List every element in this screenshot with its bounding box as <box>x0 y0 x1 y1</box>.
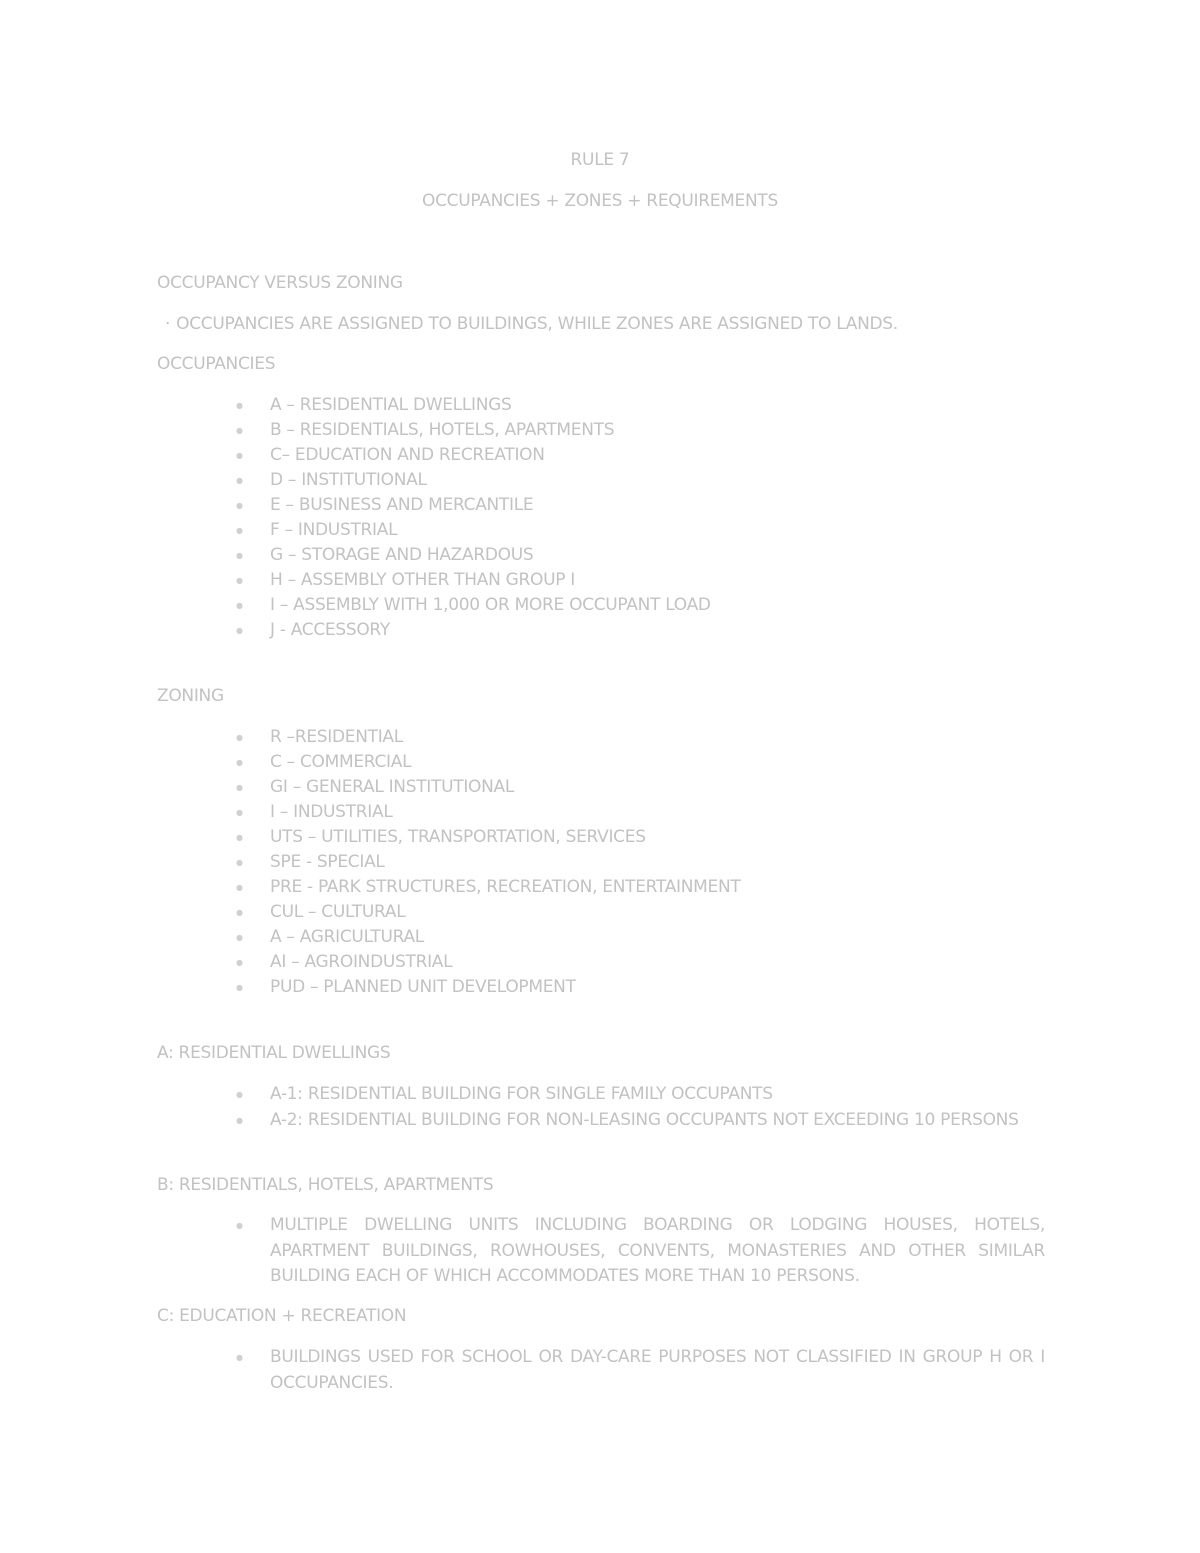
list-item: ● BUILDINGS USED FOR SCHOOL OR DAY-CARE PURPOSES NOT CLASSIFIED IN GROUP H OR I OCCUPANCIES. <box>270 1345 1045 1396</box>
section-heading-group-c: C: EDUCATION + RECREATION <box>157 1306 407 1326</box>
list-item: ● PRE - PARK STRUCTURES, RECREATION, ENTERTAINMENT <box>270 875 1045 900</box>
page-title: RULE 7 <box>570 150 630 170</box>
list-item: ● CUL – CULTURAL <box>270 900 1045 925</box>
list-item: ● GI – GENERAL INSTITUTIONAL <box>270 775 1045 800</box>
list-item: ● UTS – UTILITIES, TRANSPORTATION, SERVICES <box>270 825 1045 850</box>
section-heading-occupancy-vs-zoning: OCCUPANCY VERSUS ZONING <box>157 273 403 293</box>
group-a-list <box>270 1082 1045 1133</box>
list-item: ● A – AGRICULTURAL <box>270 925 1045 950</box>
list-item: ● PUD – PLANNED UNIT DEVELOPMENT <box>270 975 1045 1000</box>
list-item: ● I – ASSEMBLY WITH 1,000 OR MORE OCCUPANT LOAD <box>270 593 1045 618</box>
list-item: ● AI – AGROINDUSTRIAL <box>270 950 1045 975</box>
group-c-list <box>270 1345 1045 1396</box>
list-item: ● E – BUSINESS AND MERCANTILE <box>270 493 1045 518</box>
zoning-list <box>270 725 1045 1000</box>
occupancies-list <box>270 393 1045 643</box>
list-item: ● D – INSTITUTIONAL <box>270 468 1045 493</box>
list-item: ● I – INDUSTRIAL <box>270 800 1045 825</box>
group-b-list <box>270 1213 1045 1290</box>
note-bullet: · <box>165 314 171 334</box>
section-heading-group-a: A: RESIDENTIAL DWELLINGS <box>157 1043 391 1063</box>
list-item: ● A-2: RESIDENTIAL BUILDING FOR NON-LEASING OCCUPANTS NOT EXCEEDING 10 PERSONS <box>270 1108 1045 1134</box>
list-item: ● A-1: RESIDENTIAL BUILDING FOR SINGLE FAMILY OCCUPANTS <box>270 1082 1045 1108</box>
section-heading-zoning: ZONING <box>157 686 224 706</box>
list-item: ● F – INDUSTRIAL <box>270 518 1045 543</box>
list-item: ● B – RESIDENTIALS, HOTELS, APARTMENTS <box>270 418 1045 443</box>
list-item: ● SPE - SPECIAL <box>270 850 1045 875</box>
page-subtitle: OCCUPANCIES + ZONES + REQUIREMENTS <box>422 191 778 211</box>
list-item: ● A – RESIDENTIAL DWELLINGS <box>270 393 1045 418</box>
note-line <box>165 314 898 334</box>
list-item: ● C – COMMERCIAL <box>270 750 1045 775</box>
section-heading-occupancies: OCCUPANCIES <box>157 354 276 374</box>
list-item: ● H – ASSEMBLY OTHER THAN GROUP I <box>270 568 1045 593</box>
list-item: ● C– EDUCATION AND RECREATION <box>270 443 1045 468</box>
list-item: ● R –RESIDENTIAL <box>270 725 1045 750</box>
list-item: ● J - ACCESSORY <box>270 618 1045 643</box>
note-text: OCCUPANCIES ARE ASSIGNED TO BUILDINGS, WHILE ZONES ARE ASSIGNED TO LANDS. <box>176 314 898 334</box>
list-item: ● MULTIPLE DWELLING UNITS INCLUDING BOARDING OR LODGING HOUSES, HOTELS, APARTMENT BUILDINGS, ROWHOUSES, CONVENTS, MONASTERIES AND OTHER SIMILAR BUILDING EACH OF WHICH ACCOMMODATES MORE THAN 10 PERSONS. <box>270 1213 1045 1290</box>
section-heading-group-b: B: RESIDENTIALS, HOTELS, APARTMENTS <box>157 1175 494 1195</box>
list-item: ● G – STORAGE AND HAZARDOUS <box>270 543 1045 568</box>
